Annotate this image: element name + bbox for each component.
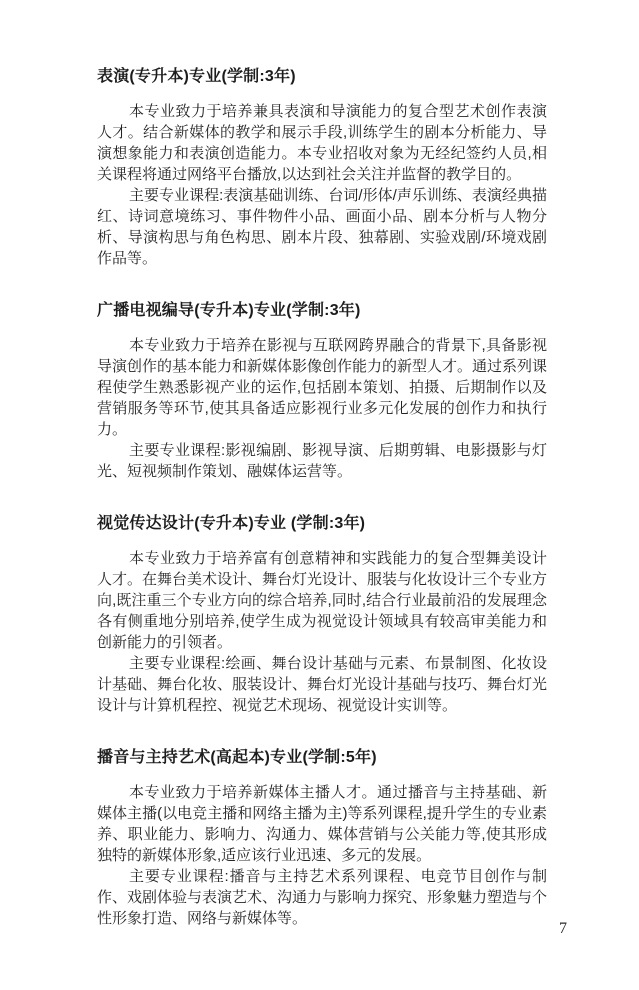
program-courses-paragraph: 主要专业课程:播音与主持艺术系列课程、电竞节目创作与制作、戏剧体验与表演艺术、沟通力与影响力探究、形象魅力塑造与个性形象打造、网络与新媒体等。: [97, 868, 548, 927]
program-section-broadcasting-hosting-art: [97, 749, 547, 929]
program-heading: 视觉传达设计(专升本)专业 (学制:3年): [97, 515, 366, 532]
program-courses-paragraph: 主要专业课程:影视编剧、影视导演、后期剪辑、电影摄影与灯光、短视频制作策划、融媒体运营等。: [97, 442, 547, 480]
program-section-visual-communication-design: [97, 515, 547, 716]
program-section-acting: [97, 68, 547, 269]
program-intro-paragraph: 本专业致力于培养富有创意精神和实践能力的复合型舞美设计人才。在舞台美术设计、舞台灯光设计、服装与化妆设计三个专业方向,既注重三个专业方向的综合培养,同时,结合行业最前沿的发展理念各有侧重地分别培养,使学生成为视觉设计领域具有较高审美能力和创新能力的引领者。: [97, 550, 548, 651]
program-intro-paragraph: 本专业致力于培养兼具表演和导演能力的复合型艺术创作表演人才。结合新媒体的教学和展示手段,训练学生的剧本分析能力、导演想象能力和表演创造能力。本专业招收对象为无经纪签约人员,相关课程将通过网络平台播放,以达到社会关注并监督的教学目的。: [97, 103, 547, 183]
page-number: 7: [559, 920, 567, 937]
program-courses-paragraph: 主要专业课程:表演基础训练、台词/形体/声乐训练、表演经典描红、诗词意境练习、事件物件小品、画面小品、剧本分析与人物分析、导演构思与角色构思、剧本片段、独幕剧、实验戏剧/环境戏剧作品等。: [97, 187, 547, 267]
program-courses-paragraph: 主要专业课程:绘画、舞台设计基础与元素、布景制图、化妆设计基础、舞台化妆、服装设计、舞台灯光设计基础与技巧、舞台灯光设计与计算机程控、视觉艺术现场、视觉设计实训等。: [97, 655, 548, 714]
program-intro-paragraph: 本专业致力于培养在影视与互联网跨界融合的背景下,具备影视导演创作的基本能力和新媒体影像创作能力的新型人才。通过系列课程使学生熟悉影视产业的运作,包括剧本策划、拍摄、后期制作以及营销服务等环节,使其具备适应影视行业多元化发展的创作力和执行力。: [97, 337, 548, 438]
program-intro-paragraph: 本专业致力于培养新媒体主播人才。通过播音与主持基础、新媒体主播(以电竞主播和网络主播为主)等系列课程,提升学生的专业素养、职业能力、影响力、沟通力、媒体营销与公关能力等,使其形成独特的新媒体形象,适应该行业迅速、多元的发展。: [97, 784, 547, 864]
program-heading: 表演(专升本)专业(学制:3年): [97, 68, 296, 85]
program-heading: 播音与主持艺术(高起本)专业(学制:5年): [97, 749, 377, 766]
program-heading: 广播电视编导(专升本)专业(学制:3年): [97, 302, 361, 319]
page-content: [97, 68, 547, 929]
program-section-broadcast-tv-directing: [97, 302, 547, 482]
